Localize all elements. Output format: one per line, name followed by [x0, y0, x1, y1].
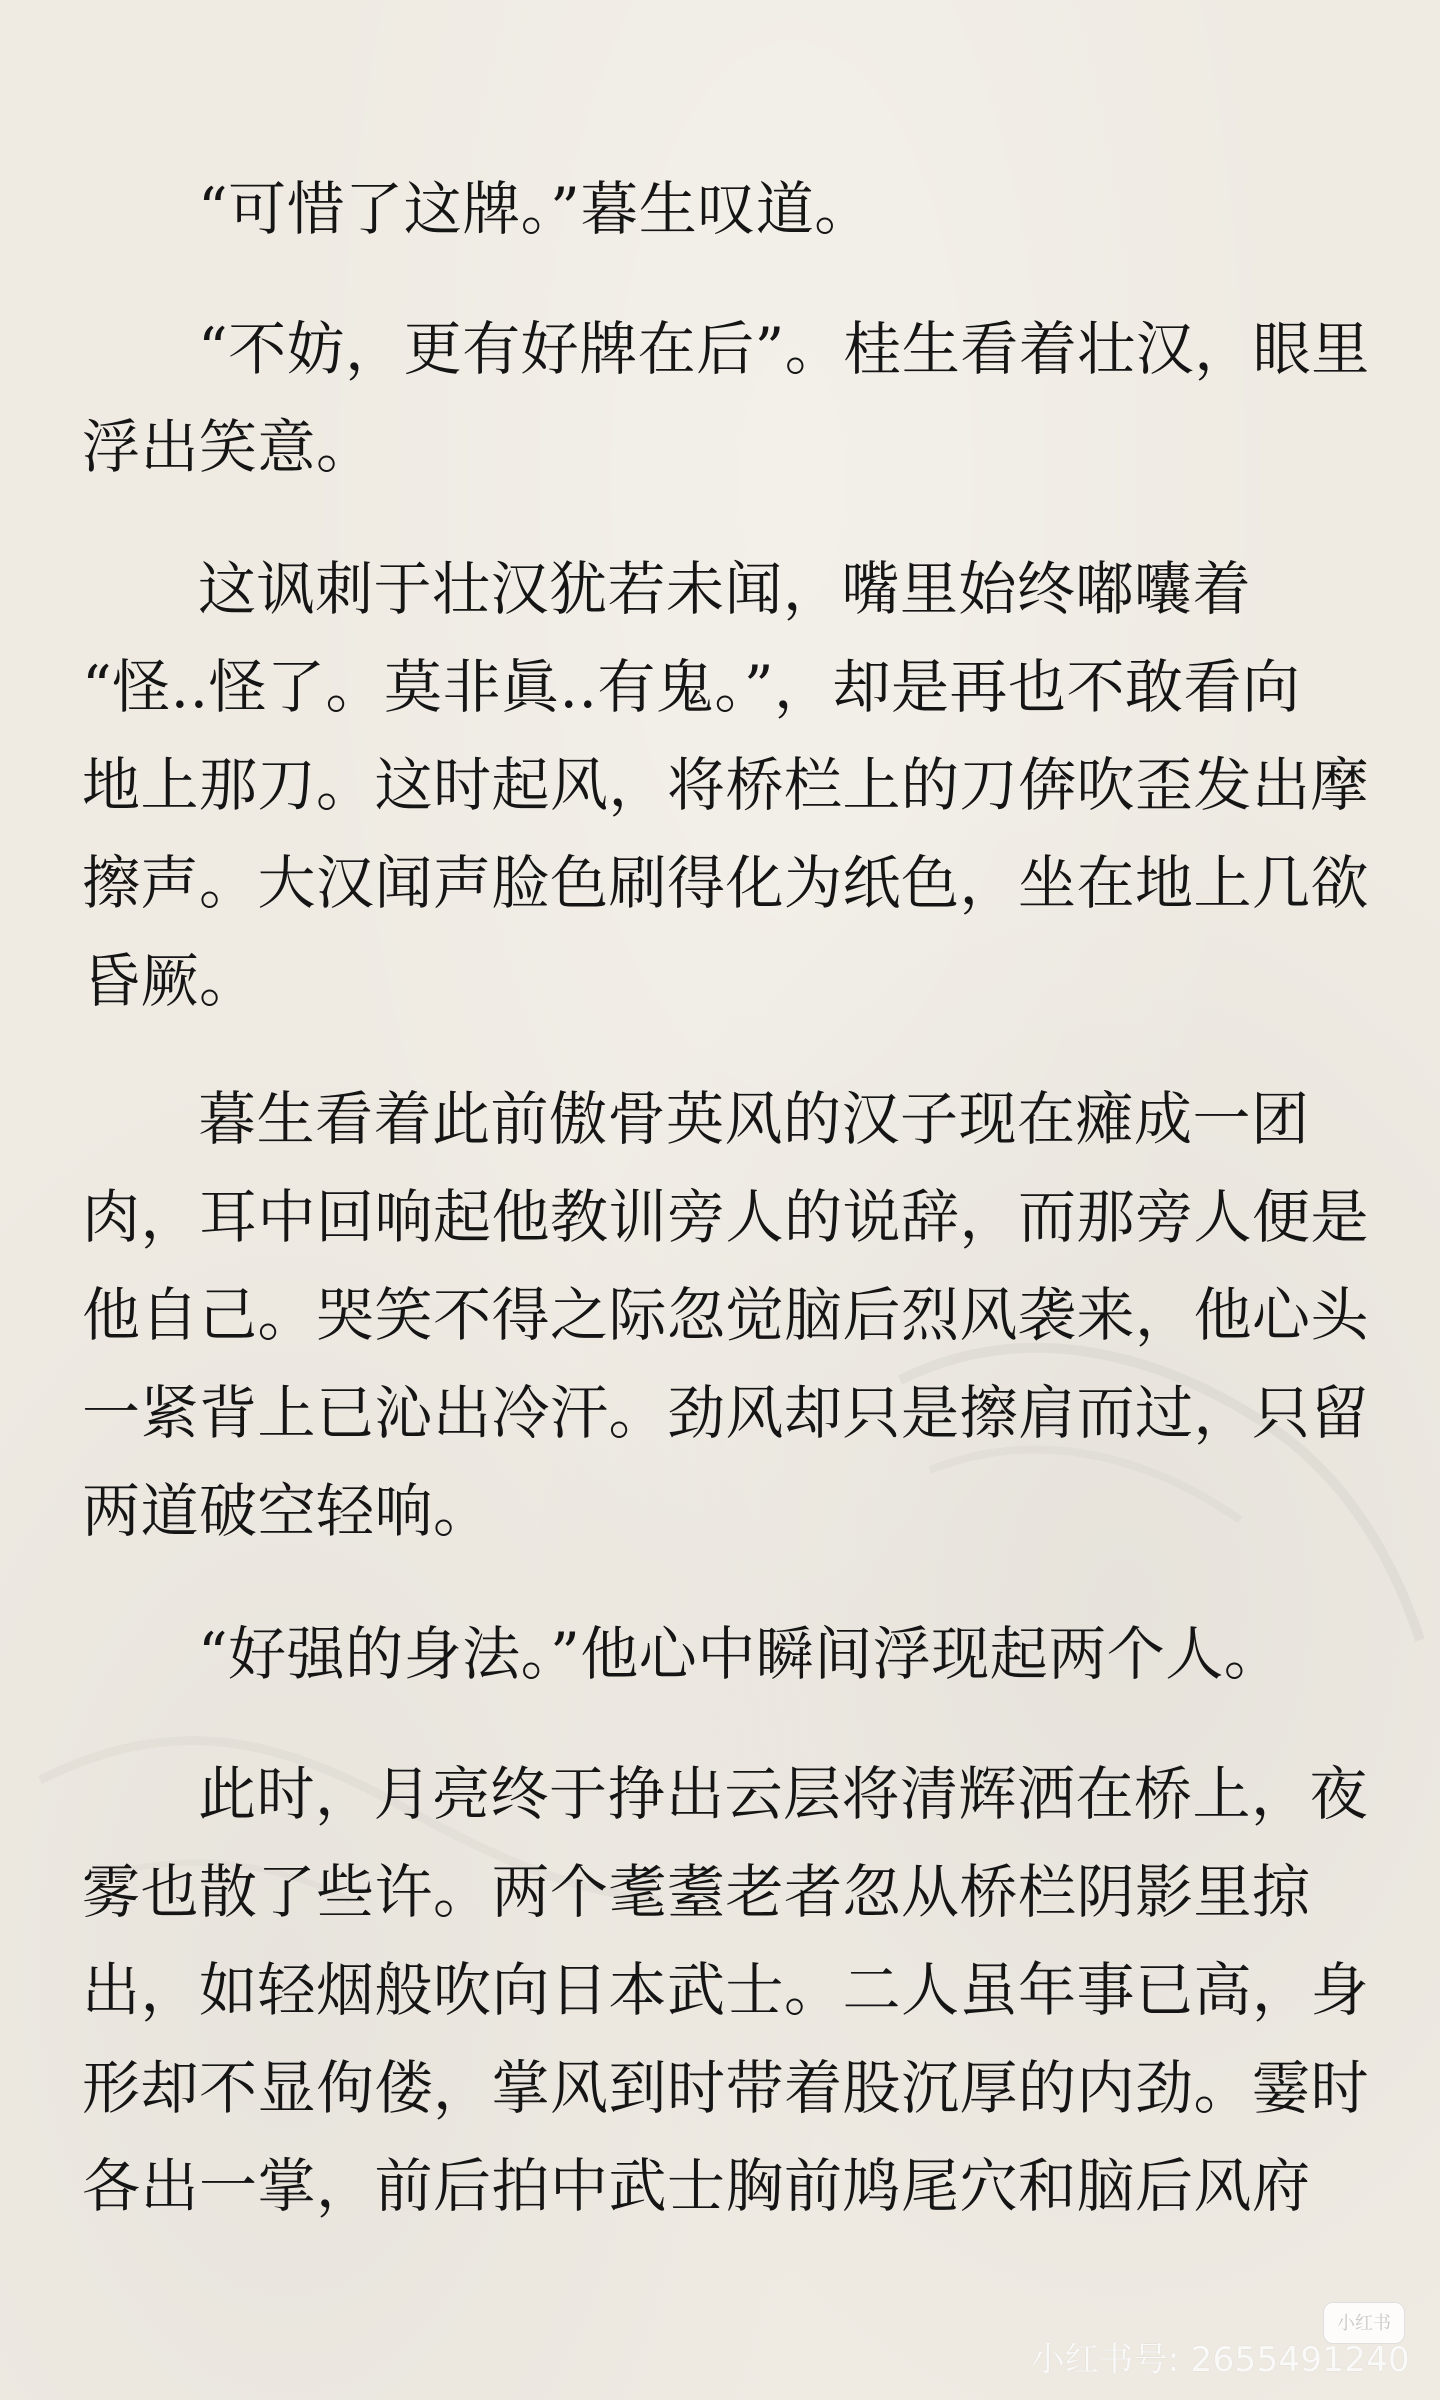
- text-line: 地上那刀。这时起风，将桥栏上的刀倴吹歪发出摩: [82, 751, 1370, 819]
- text-line: 一紧背上已沁出冷汗。劲风却只是擦肩而过，只留: [82, 1379, 1370, 1447]
- text-line: 擦声。大汉闻声脸色刷得化为纸色，坐在地上几欲: [82, 849, 1370, 917]
- paragraph-3: [82, 540, 1369, 1030]
- text-line: 形却不显佝偻，掌风到时带着股沉厚的内劲。霎时: [82, 2054, 1370, 2122]
- text-line: “怪..怪了。莫非眞..有鬼。”，却是再也不敢看向: [82, 653, 1301, 721]
- xiaohongshu-id-watermark: 小红书号: 2655491240: [1030, 2340, 1410, 2380]
- text-line: 两道破空轻响。: [82, 1477, 492, 1545]
- paragraph-5: [82, 1605, 1282, 1703]
- text-line: 这讽刺于壮汉犹若未闻，嘴里始终嘟囔着: [198, 555, 1252, 623]
- paragraph-4: [82, 1070, 1369, 1560]
- text-line: 昏厥。: [82, 947, 258, 1015]
- text-line: 暮生看着此前傲骨英风的汉子现在瘫成一团: [198, 1085, 1310, 1153]
- text-line: 此时，月亮终于挣出云层将清辉洒在桥上，夜: [198, 1760, 1369, 1828]
- text-line: 雾也散了些许。两个耄耋老者忽从桥栏阴影里掠: [82, 1858, 1311, 1926]
- text-line: 肉，耳中回响起他教训旁人的说辞，而那旁人便是: [82, 1183, 1370, 1251]
- text-line: 浮出笑意。: [82, 413, 375, 481]
- text-line: “好强的身法。”他心中瞬间浮现起两个人。: [198, 1620, 1283, 1688]
- xiaohongshu-logo-watermark: 小红书: [1323, 2302, 1405, 2344]
- text-line: 他自己。哭笑不得之际忽觉脑后烈风袭来，他心头: [82, 1281, 1370, 1349]
- text-line: “可惜了这牌。”暮生叹道。: [198, 175, 873, 243]
- text-line: 出，如轻烟般吹向日本武士。二人虽年事已高，身: [82, 1956, 1370, 2024]
- text-line: 各出一掌，前后拍中武士胸前鸠尾穴和脑后风府: [82, 2152, 1311, 2220]
- paragraph-2: [82, 300, 1370, 496]
- paragraph-6: [82, 1745, 1369, 2235]
- text-line: “不妨，更有好牌在后”。桂生看着壮汉，眼里: [198, 315, 1370, 383]
- paragraph-1: [82, 160, 873, 258]
